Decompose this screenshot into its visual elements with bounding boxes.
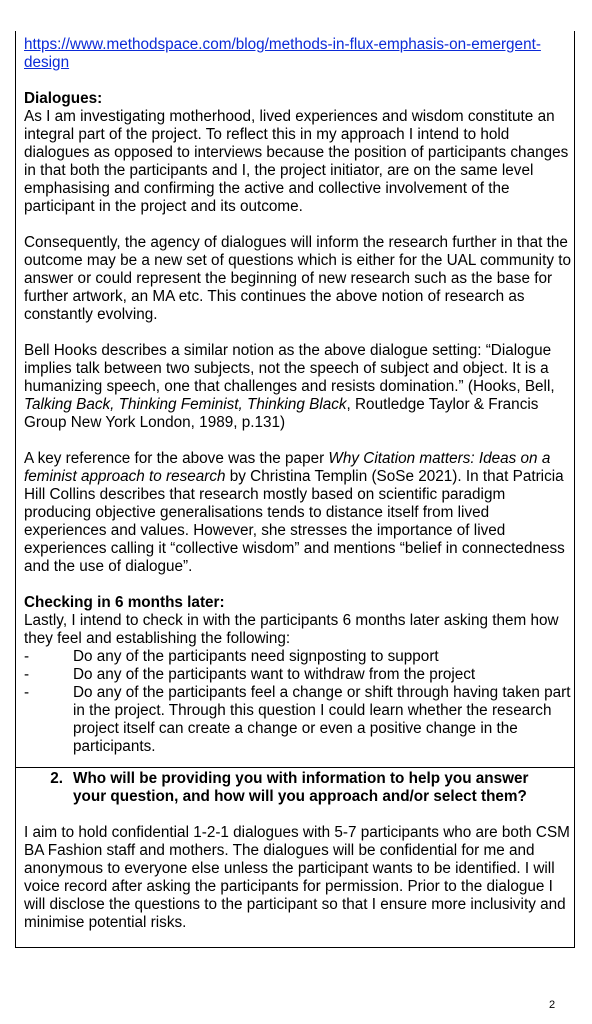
- checking-paragraph: Lastly, I intend to check in with the participants 6 months later asking them how they feel and establishing the following:: [24, 612, 559, 647]
- link-line-2: design: [24, 54, 70, 71]
- list-item: [24, 684, 574, 756]
- section-2-cell: [15, 767, 575, 948]
- question-number: 2.: [50, 770, 63, 787]
- reference-paragraph: [24, 450, 574, 576]
- question-text: Who will be providing you with information to help you answer your question, and how will you approach and/or select them?: [73, 770, 529, 805]
- reference-paper-title: Why Citation matters: Ideas on a feminist approach to research: [24, 450, 551, 485]
- question-2-heading: [24, 770, 574, 806]
- checking-heading: Checking in 6 months later:: [24, 594, 225, 611]
- answer-paragraph: I aim to hold confidential 1-2-1 dialogues with 5-7 participants who are both CSM BA Fashion staff and mothers. The dialogues will be confidential for me and anonymous to everyone else unless the participant wants to be identified. I will voice record after asking the participants for permission. Prior to the dialogue I will disclose the questions to the participant so that I ensure more inclusivity and minimise potential risks.: [24, 824, 570, 931]
- hooks-text-before: Bell Hooks describes a similar notion as the above dialogue setting: “Dialogue implies talk between two subjects, not the speech of subject and object. It is a humanizing speech, one that challenges and resists domination.” (Hooks, Bell,: [24, 342, 555, 395]
- list-item-text: Do any of the participants want to withdraw from the project: [73, 666, 476, 683]
- list-item: [24, 666, 574, 684]
- page-number: 2: [549, 999, 556, 1011]
- reference-text-after: by Christina Templin (SoSe 2021). In that Patricia Hill Collins describes that research mostly based on scientific paradigm producing objective generalisations tends to distance itself from lived experiences and values. However, she stresses the importance of lived experiences calling it “collective wisdom” and mentions “belief in connectedness and the use of dialogue”.: [24, 468, 565, 575]
- section-1-cell: [15, 31, 575, 767]
- methodspace-link[interactable]: [24, 36, 541, 71]
- list-item: [24, 648, 574, 666]
- hooks-book-title: Talking Back, Thinking Feminist, Thinking Black: [24, 396, 347, 413]
- list-item-text: Do any of the participants need signposting to support: [73, 648, 439, 665]
- link-line-1: https://www.methodspace.com/blog/methods-in-flux-emphasis-on-emergent-: [24, 36, 541, 53]
- hooks-text-after: , Routledge Taylor & Francis Group New York London, 1989, p.131): [24, 396, 539, 431]
- dialogues-paragraph: As I am investigating motherhood, lived experiences and wisdom constitute an integral part of the project. To reflect this in my approach I intend to hold dialogues as opposed to interviews because the position of participants changes in that both the participants and I, the project initiator, are on the same level emphasising and confirming the active and collective involvement of the participant in the project and its outcome.: [24, 108, 569, 215]
- reference-link-paragraph: [24, 36, 574, 72]
- hooks-paragraph: [24, 342, 574, 432]
- list-item-text: Do any of the participants feel a change or shift through having taken part in the project. Through this question I could learn whether the research project itself can create a change or even a positive change in the participants.: [73, 684, 571, 755]
- bullet-dash: -: [24, 684, 30, 701]
- consequently-paragraph: Consequently, the agency of dialogues will inform the research further in that the outcome may be a new set of questions which is either for the UAL community to answer or could represent the beginning of new research such as the base for further artwork, an MA etc. This continues the above notion of research as constantly evolving.: [24, 234, 571, 323]
- checking-list: [24, 648, 574, 756]
- bullet-dash: -: [24, 648, 30, 665]
- bullet-dash: -: [24, 666, 30, 683]
- reference-text-before: A key reference for the above was the paper: [24, 450, 329, 467]
- dialogues-heading: Dialogues:: [24, 90, 103, 107]
